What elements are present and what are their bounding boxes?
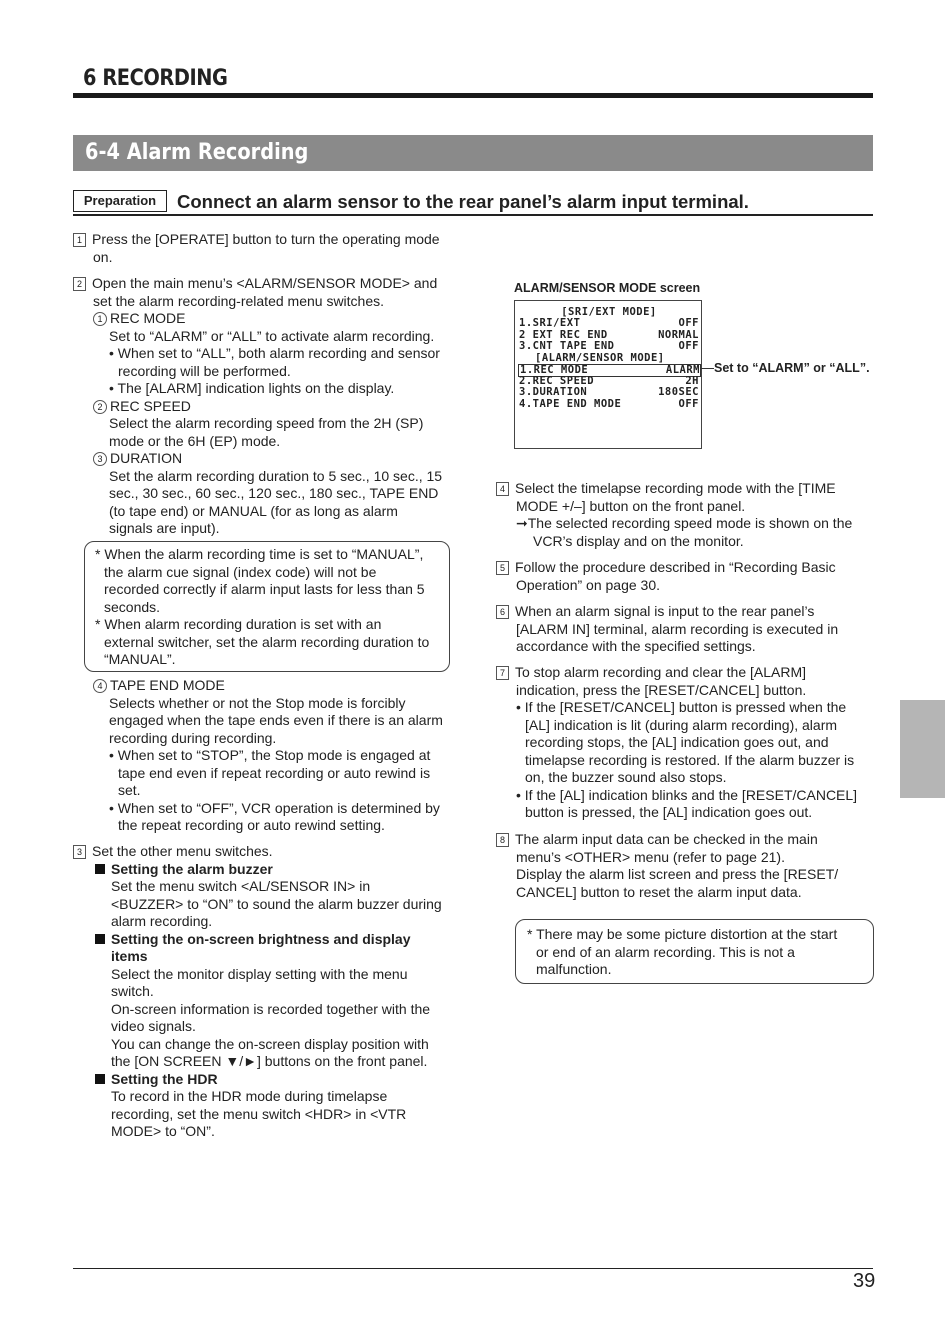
- step-8: 8 The alarm input data can be checked in the main menu’s <OTHER> menu (refer to page 21). Display the alarm list screen and press the [RESET/ CANCEL] button to reset the alarm input data.: [496, 831, 876, 901]
- item-number: 4: [93, 679, 107, 693]
- step-5: 5 Follow the procedure described in “Recording Basic Operation” on page 30.: [496, 559, 876, 594]
- step-7: 7 To stop alarm recording and clear the [ALARM] indication, press the [RESET/CANCEL] button. • If the [RESET/CANCEL] button is pressed when the [AL] indication is lit (during alarm recording), alarm recording stops, the [AL] indication goes out, and timelapse recording is restored. If the alarm buzzer is on, the buzzer sound also stops. • If the [AL] indication blinks and the [RESET/CANCEL] button is pressed, the [AL] indication goes out.: [496, 664, 876, 822]
- item-tape-end-mode: 4 TAPE END MODE Selects whether or not the Stop mode is forcibly engaged when the tape ends even if there is an alarm recording during recording. • When set to “STOP”, the Stop mode is engaged at tape end even if repeat recording or auto rewind is set. • When set to “OFF”, VCR operation is determined by the repeat recording or auto rewind setting.: [93, 677, 463, 835]
- step-6: 6 When an alarm signal is input to the rear panel’s [ALARM IN] terminal, alarm recording is executed in accordance with the specified settings.: [496, 603, 876, 656]
- bullet-square: [95, 1074, 105, 1084]
- osd-row: 3.CNT TAPE END OFF: [519, 340, 699, 352]
- chapter-side-tab: [900, 700, 945, 798]
- osd-header-sri: [SRI/EXT MODE]: [561, 306, 657, 318]
- step-number: 3: [73, 845, 86, 859]
- preparation-rule: [73, 214, 873, 216]
- step-4: 4 Select the timelapse recording mode with the [TIME MODE +/–] button on the front panel. ➞The selected recording speed mode is shown on the VCR’s display and on the monitor.: [496, 480, 876, 550]
- osd-row: 2 EXT REC END NORMAL: [519, 329, 699, 341]
- subhead-brightness: Setting the on-screen brightness and display: [111, 930, 411, 947]
- item-number: 1: [93, 312, 107, 326]
- osd-row: 4.TAPE END MODE OFF: [519, 398, 699, 410]
- item-number: 2: [93, 400, 107, 414]
- screen-caption: ALARM/SENSOR MODE screen: [514, 281, 701, 295]
- preparation-text: Connect an alarm sensor to the rear panel’s alarm input terminal.: [177, 191, 749, 212]
- bullet-square: [95, 934, 105, 944]
- page-number: 39: [853, 1270, 876, 1292]
- item-title: DURATION: [110, 450, 183, 466]
- footer-rule: [73, 1268, 873, 1269]
- chapter-title: 6 RECORDING: [83, 66, 228, 91]
- note-box-distortion: * There may be some picture distortion at the start or end of an alarm recording. This is not a malfunction.: [515, 919, 874, 984]
- step-number: 6: [496, 605, 509, 619]
- step-3: 3 Set the other menu switches. Setting the alarm buzzer Set the menu switch <AL/SENSOR IN> in <BUZZER> to “ON” to sound the alarm buzzer during alarm recording. Setting the on-screen brightness and display items Select the monitor display setting with the menu switch. On-screen information is recorded together with the video signals. You can change the on-screen display position with the [ON SCREEN ▼/►] buttons on the front panel. Setting the HDR To record in the HDR mode during timelapse recording, set the menu switch <HDR> in <VTR MODE> to “ON”.: [73, 843, 463, 1141]
- step-number: 2: [73, 277, 86, 291]
- step-2: 2 Open the main menu’s <ALARM/SENSOR MODE> and set the alarm recording-related menu switches. 1 REC MODE Set to “ALARM” or “ALL” to activate alarm recording. • When set to “ALL”, both alarm recording and sensor recording will be performed. • The [ALARM] indication lights on the display. 2 REC SPEED Select the alarm recording speed from the 2H (SP) mode or the 6H (EP) mode. 3 DURATION Set the alarm recording duration to 5 sec., 10 sec., 15 sec., 30 sec., 60 sec., 120 sec., 180 sec., TAPE END (to tape end) or MANUAL (for as long as alarm signals are input).: [73, 275, 463, 538]
- preparation-label: Preparation: [73, 190, 167, 212]
- chapter-rule: [73, 93, 873, 98]
- step-1: 1 Press the [OPERATE] button to turn the operating mode on.: [73, 231, 463, 266]
- osd-row-highlighted: 1.REC MODE ALARM: [520, 364, 700, 376]
- step-number: 4: [496, 482, 509, 496]
- osd-screen: [514, 300, 702, 449]
- callout-line: [700, 368, 714, 369]
- osd-row: 3.DURATION 180SEC: [519, 386, 699, 398]
- subhead-hdr: Setting the HDR: [111, 1070, 218, 1087]
- item-title: REC MODE: [110, 310, 186, 326]
- bullet-square: [95, 864, 105, 874]
- step-number: 1: [73, 233, 86, 247]
- step-number: 8: [496, 833, 509, 847]
- subhead-buzzer: Setting the alarm buzzer: [111, 860, 273, 877]
- item-number: 3: [93, 452, 107, 466]
- osd-row: 2.REC SPEED 2H: [519, 375, 699, 387]
- step-number: 5: [496, 561, 509, 575]
- step-number: 7: [496, 666, 509, 680]
- section-title: 6-4 Alarm Recording: [85, 140, 309, 165]
- osd-header-alarm: [ALARM/SENSOR MODE]: [535, 352, 665, 364]
- callout-text: Set to “ALARM” or “ALL”.: [714, 361, 870, 375]
- item-title: TAPE END MODE: [110, 677, 225, 693]
- note-box-manual: * When the alarm recording time is set to “MANUAL”, the alarm cue signal (index code) will not be recorded correctly if alarm input lasts for less than 5 seconds. * When alarm recording duration is set with an external switcher, set the alarm recording duration to “MANUAL”.: [84, 541, 450, 672]
- item-title: REC SPEED: [110, 397, 191, 414]
- osd-row: 1.SRI/EXT OFF: [519, 317, 699, 329]
- arrow-icon: ➞: [516, 515, 528, 531]
